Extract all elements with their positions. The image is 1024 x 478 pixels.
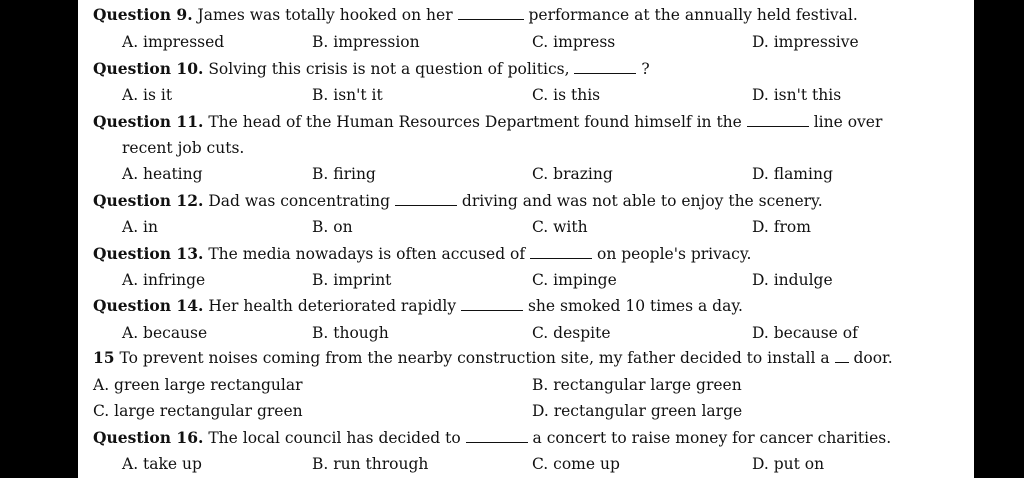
question-16-text-before: The local council has decided to: [203, 429, 466, 447]
question-12-text-before: Dad was concentrating: [203, 192, 395, 210]
question-13-option-c[interactable]: C. impinge: [532, 271, 617, 289]
question-12-option-c[interactable]: C. with: [532, 218, 588, 236]
question-11-option-b[interactable]: B. firing: [312, 165, 376, 183]
question-14-option-a[interactable]: A. because: [122, 324, 208, 342]
question-9-option-b[interactable]: B. impression: [312, 33, 420, 51]
question-14-option-c[interactable]: C. despite: [532, 324, 611, 342]
question-12-blank: [395, 193, 457, 206]
question-10-option-c[interactable]: C. is this: [532, 86, 601, 104]
question-15-text-after: door.: [848, 349, 893, 367]
question-12-stem: [93, 192, 823, 210]
question-15-option-d[interactable]: D. rectangular green large: [532, 402, 743, 420]
question-16-stem: [93, 429, 891, 447]
question-15-label: 15: [93, 348, 115, 367]
question-9-stem: [93, 6, 858, 24]
question-11-option-a[interactable]: A. heating: [122, 165, 203, 183]
question-11-option-d[interactable]: D. flaming: [752, 165, 833, 183]
question-12-option-d[interactable]: D. from: [752, 218, 811, 236]
question-14-option-b[interactable]: B. though: [312, 324, 389, 342]
question-13-blank: [530, 246, 592, 259]
question-11-label: Question 11.: [93, 112, 204, 131]
question-12-label: Question 12.: [93, 191, 204, 210]
question-15-blank: [835, 350, 849, 363]
question-16-option-b[interactable]: B. run through: [312, 455, 429, 473]
question-9-option-c[interactable]: C. impress: [532, 33, 616, 51]
question-14-option-d[interactable]: D. because of: [752, 324, 858, 342]
question-14-blank: [461, 298, 523, 311]
question-12-text-after: driving and was not able to enjoy the scenery.: [456, 192, 823, 210]
question-13-option-d[interactable]: D. indulge: [752, 271, 833, 289]
question-12-option-b[interactable]: B. on: [312, 218, 353, 236]
question-9-text-after: performance at the annually held festival.: [523, 6, 858, 24]
question-10-label: Question 10.: [93, 59, 204, 78]
question-13-option-a[interactable]: A. infringe: [122, 271, 206, 289]
question-9-blank: [458, 7, 524, 20]
question-10-option-b[interactable]: B. isn't it: [312, 86, 383, 104]
question-10-option-d[interactable]: D. isn't this: [752, 86, 842, 104]
question-11-blank: [747, 114, 809, 127]
question-9-text-before: James was totally hooked on her: [192, 6, 458, 24]
question-14-label: Question 14.: [93, 296, 204, 315]
question-13-option-b[interactable]: B. imprint: [312, 271, 392, 289]
question-14-stem: [93, 297, 743, 315]
question-15-option-c[interactable]: C. large rectangular green: [93, 402, 303, 420]
question-16-label: Question 16.: [93, 428, 204, 447]
question-11-text-after: line over: [808, 113, 883, 131]
question-14-text-before: Her health deteriorated rapidly: [203, 297, 462, 315]
question-10-text-before: Solving this crisis is not a question of politics,: [203, 60, 575, 78]
question-16-option-a[interactable]: A. take up: [122, 455, 202, 473]
question-16-blank: [466, 430, 528, 443]
question-9-option-a[interactable]: A. impressed: [122, 33, 225, 51]
question-15-option-a[interactable]: A. green large rectangular: [93, 376, 303, 394]
question-9-option-d[interactable]: D. impressive: [752, 33, 859, 51]
question-11-option-c[interactable]: C. brazing: [532, 165, 613, 183]
question-13-label: Question 13.: [93, 244, 204, 263]
question-16-option-d[interactable]: D. put on: [752, 455, 825, 473]
question-9-label: Question 9.: [93, 5, 193, 24]
question-11-continuation: recent job cuts.: [122, 139, 245, 157]
question-11-text-before: The head of the Human Resources Department found himself in the: [203, 113, 747, 131]
question-15-text-before: To prevent noises coming from the nearby construction site, my father decided to install a: [114, 349, 835, 367]
question-10-blank: [574, 61, 636, 74]
question-15-option-b[interactable]: B. rectangular large green: [532, 376, 742, 394]
question-10-stem: [93, 60, 650, 78]
worksheet-page: [78, 0, 974, 478]
question-13-text-before: The media nowadays is often accused of: [203, 245, 531, 263]
question-12-option-a[interactable]: A. in: [122, 218, 158, 236]
question-15-stem: [93, 349, 893, 367]
question-13-stem: [93, 245, 751, 263]
question-11-stem: [93, 113, 882, 131]
question-13-text-after: on people's privacy.: [592, 245, 752, 263]
question-16-option-c[interactable]: C. come up: [532, 455, 620, 473]
question-16-text-after: a concert to raise money for cancer charities.: [527, 429, 892, 447]
question-14-text-after: she smoked 10 times a day.: [523, 297, 743, 315]
question-10-option-a[interactable]: A. is it: [122, 86, 173, 104]
question-10-text-after: ?: [636, 60, 650, 78]
